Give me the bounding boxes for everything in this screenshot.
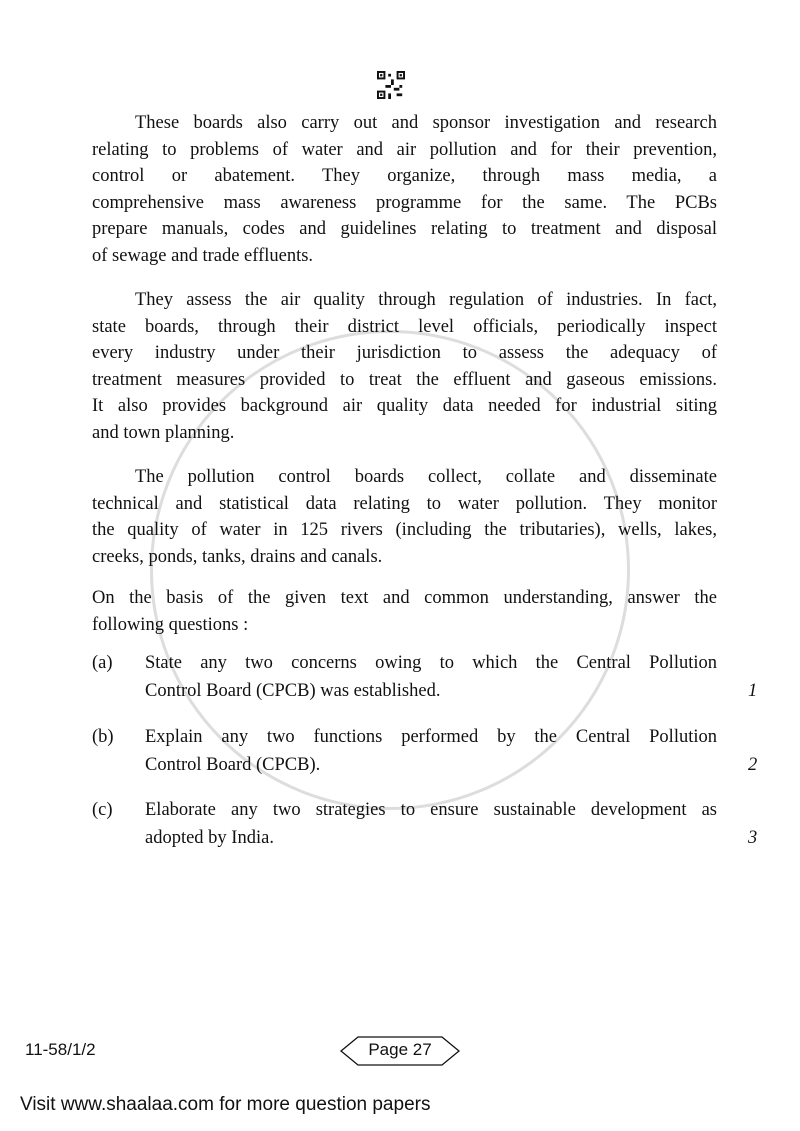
paragraph-line: relating to problems of water and air pollution and for their prevention, [92,139,717,160]
question-text: Elaborate any two strategies to ensure sustainable development as [145,800,717,820]
paragraph-line: control or abatement. They organize, through mass media, a [92,166,717,187]
question-marks: 2 [748,755,758,775]
paragraph-line: of sewage and trade effluents. [92,246,314,266]
question-text: adopted by India. [145,828,274,848]
paragraph-line: On the basis of the given text and common understanding, answer the [92,588,717,608]
question-text: Control Board (CPCB). [145,755,321,775]
page-number: Page 27 [368,1040,432,1059]
paragraph-line: technical and statistical data relating to water pollution. They monitor [92,493,717,514]
paragraph-line: comprehensive mass awareness programme for the same. The PCBs [92,192,717,213]
qr-code-icon [376,71,406,99]
question-marks: 3 [748,828,758,848]
question-label: (c) [92,800,113,820]
paragraph-line: and town planning. [92,423,235,443]
paragraph-line: These boards also carry out and sponsor investigation and research [135,113,717,133]
question-text: Control Board (CPCB) was established. [145,681,441,701]
paper-code: 11-58/1/2 [25,1040,96,1059]
paragraph-line: state boards, through their district level officials, periodically inspect [92,316,717,337]
paragraph-line: treatment measures provided to treat the effluent and gaseous emissions. [92,369,717,390]
question-label: (a) [92,653,113,673]
paragraph-line: the quality of water in 125 rivers (including the tributaries), wells, lakes, [92,520,717,541]
paragraph-line: They assess the air quality through regulation of industries. In fact, [135,290,717,310]
question-text: State any two concerns owing to which the Central Pollution [145,653,717,673]
page-number-badge [340,1036,460,1066]
paragraph-line: every industry under their jurisdiction to assess the adequacy of [92,343,717,364]
paragraph-line: The pollution control boards collect, collate and disseminate [135,467,717,487]
paragraph-line: following questions : [92,614,249,635]
question-marks: 1 [748,681,758,701]
paragraph-line: creeks, ponds, tanks, drains and canals. [92,546,383,567]
question-text: Explain any two functions performed by the Central Pollution [145,727,717,747]
question-label: (b) [92,727,114,747]
paragraph-line: It also provides background air quality data needed for industrial siting [92,396,717,417]
paragraph-line: prepare manuals, codes and guidelines relating to treatment and disposal [92,219,717,240]
visit-link[interactable]: Visit www.shaalaa.com for more question papers [20,1094,431,1115]
